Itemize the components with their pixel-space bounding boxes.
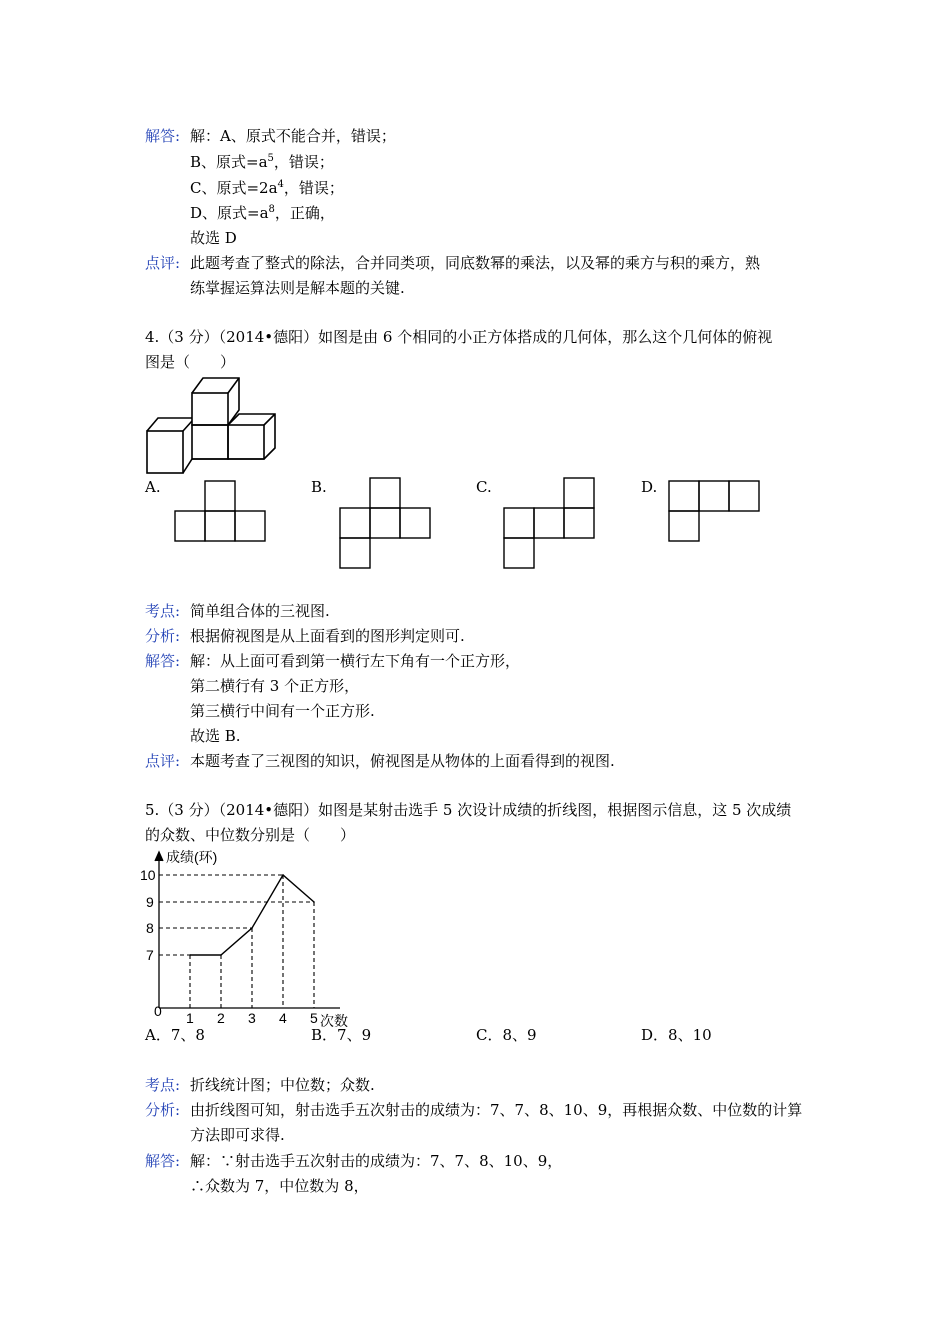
q5-fenxi-line-2: 方法即可求得. (190, 1126, 285, 1144)
q5-fenxi-line-1: 由折线图可知，射击选手五次射击的成绩为：7、7、8、10、9，再根据众数、中位数的计算 (190, 1101, 803, 1119)
q4-jieda-tag: 解答: (145, 652, 181, 670)
data-point-4 (282, 874, 284, 876)
q4-kaodian-text: 简单组合体的三视图. (190, 602, 330, 620)
q5-kaodian-text: 折线统计图；中位数；众数. (190, 1076, 375, 1094)
q4-option-d-label: D. (641, 478, 658, 496)
data-point-5 (313, 901, 315, 903)
y-tick-7: 7 (146, 947, 154, 963)
x-tick-3: 3 (248, 1010, 256, 1026)
q4-jieda-line-2: 第二横行有 3 个正方形， (190, 677, 360, 695)
q4-fenxi-text: 根据俯视图是从上面看到的图形判定则可. (190, 627, 465, 645)
q4-option-a-label: A. (145, 478, 161, 496)
data-point-2 (220, 954, 222, 956)
prev-jieda-line-4: D、原式$=a^8$，正确， (190, 204, 335, 222)
y-tick-10: 10 (140, 867, 156, 883)
q4-option-a-figure (175, 480, 267, 542)
q4-dianping-tag: 点评: (145, 752, 181, 770)
q5-jieda-line-1: 解：∵射击选手五次射击的成绩为：7、7、8、10、9， (190, 1152, 563, 1170)
origin-label: 0 (154, 1003, 162, 1019)
prev-jieda-line-1: 解：A、原式不能合并，错误； (190, 127, 396, 145)
q5-option-b: B．7、9 (311, 1026, 372, 1044)
x-tick-5: 5 (310, 1010, 318, 1026)
q4-stem-line-1: 4.（3 分）（2014•德阳）如图是由 6 个相同的小正方体搭成的几何体，那么这个几何体的俯视 (145, 328, 773, 346)
q4-stem-line-2: 图是（ ） (145, 353, 236, 371)
q4-jieda-line-3: 第三横行中间有一个正方形. (190, 702, 375, 720)
q4-jieda-line-1: 解：从上面可看到第一横行左下角有一个正方形， (190, 652, 521, 670)
prev-jieda-line-3: C、原式$=2a^4$，错误； (190, 179, 344, 197)
q4-fenxi-tag: 分析: (145, 627, 181, 645)
q5-line-chart (140, 848, 370, 1029)
y-axis-arrow (155, 852, 163, 861)
q5-stem-line-1: 5.（3 分）（2014•德阳）如图是某射击选手 5 次设计成绩的折线图，根据图示信息，这 5 次成绩 (145, 801, 792, 819)
q4-dianping-text: 本题考查了三视图的知识，俯视图是从物体的上面看得到的视图. (190, 752, 615, 770)
prev-dianping-line-1: 此题考查了整式的除法，合并同类项，同底数幂的乘法，以及幂的乘方与积的乘方，熟 (190, 254, 761, 272)
q4-option-c-label: C. (476, 478, 492, 496)
q4-option-b-figure (340, 477, 432, 569)
x-tick-1: 1 (186, 1010, 194, 1026)
prev-jieda-line-5: 故选 D (190, 229, 237, 247)
q4-cube-figure (145, 376, 275, 474)
q4-option-b-label: B. (311, 478, 327, 496)
q5-kaodian-tag: 考点: (145, 1076, 181, 1094)
data-point-3 (251, 927, 253, 929)
dianping-tag: 点评: (145, 254, 181, 272)
prev-jieda-line-2: B、原式$=a^5$，错误； (190, 153, 334, 171)
x-axis-title: 次数 (320, 1013, 348, 1029)
y-tick-9: 9 (146, 894, 154, 910)
q5-option-a: A．7、8 (145, 1026, 205, 1044)
q5-option-c: C．8、9 (476, 1026, 537, 1044)
q5-stem-line-2: 的众数、中位数分别是（ ） (145, 826, 356, 844)
q5-fenxi-tag: 分析: (145, 1101, 181, 1119)
q5-jieda-line-2: ∴众数为 7，中位数为 8， (190, 1177, 369, 1195)
q4-option-d-figure (669, 480, 761, 542)
y-tick-8: 8 (146, 920, 154, 936)
q5-option-d: D．8、10 (641, 1026, 712, 1044)
q5-jieda-tag: 解答: (145, 1152, 181, 1170)
q4-kaodian-tag: 考点: (145, 602, 181, 620)
x-tick-4: 4 (279, 1010, 287, 1026)
jieda-tag: 解答: (145, 127, 181, 145)
data-point-1 (189, 954, 191, 956)
q4-option-c-figure (504, 477, 596, 569)
x-tick-2: 2 (217, 1010, 225, 1026)
q4-jieda-line-4: 故选 B. (190, 727, 241, 745)
prev-dianping-line-2: 练掌握运算法则是解本题的关键. (190, 279, 405, 297)
y-axis-title: 成绩(环) (166, 849, 218, 865)
